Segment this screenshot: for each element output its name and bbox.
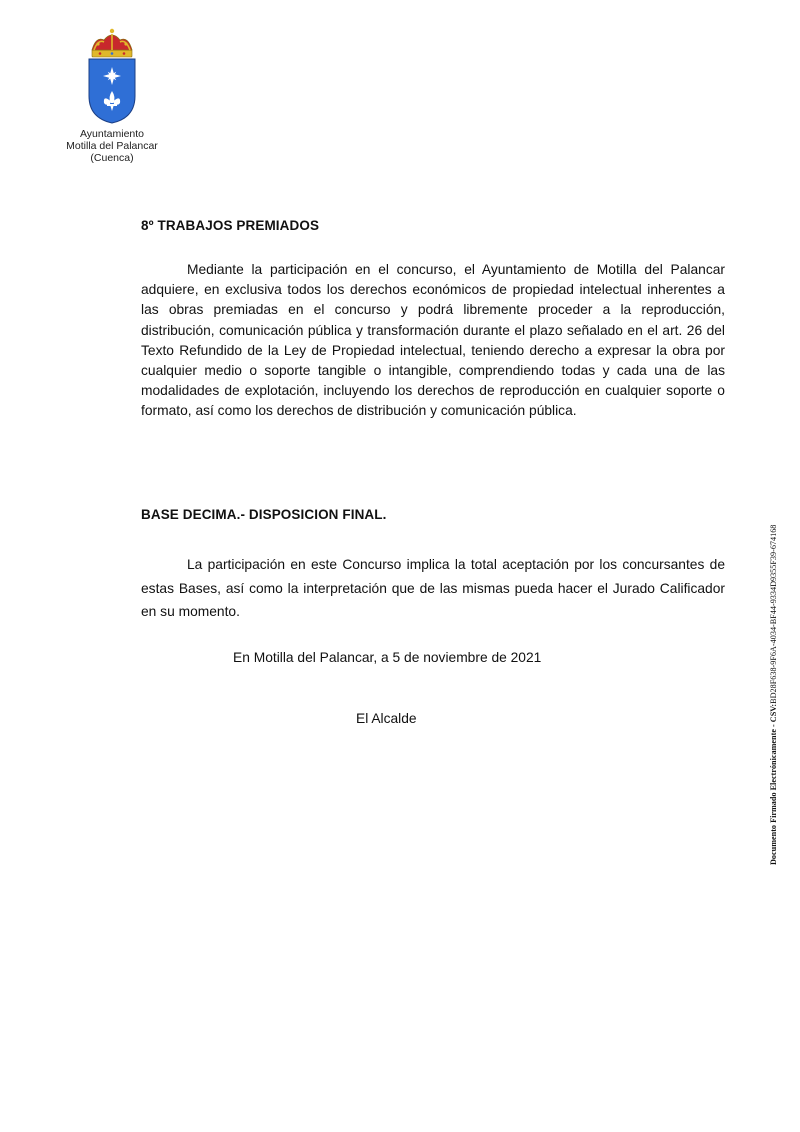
signatory-title: El Alcalde: [356, 711, 417, 726]
org-name-line1: Ayuntamiento: [79, 128, 144, 140]
org-region: (Cuenca): [90, 152, 134, 164]
letterhead: [52, 26, 172, 164]
electronic-signature-note: [769, 465, 778, 865]
section-heading-disposicion-final: BASE DECIMA.- DISPOSICION FINAL.: [141, 507, 387, 522]
section-heading-trabajos-premiados: 8º TRABAJOS PREMIADOS: [141, 218, 320, 233]
coat-of-arms-icon: [80, 26, 144, 126]
csv-code: BD28F638-9F6A-4034-BF44-9334D9355F39-674168: [769, 524, 778, 704]
section-paragraph-trabajos-premiados: Mediante la participación en el concurso, el Ayuntamiento de Motilla del Palancar adquiere, en exclusiva todos los derechos económicos de propiedad intelectual inherentes a las obras premiadas en el concurso y podrá libremente proceder a la reproducción, distribución, comunicación pública y transformación durante el plazo señalado en el art. 26 del Texto Refundido de la Ley de Propiedad intelectual, teniendo derecho a expresar la obra por cualquier medio o soporte tangible o intangible, comprendiendo todas y cada una de las modalidades de explotación, incluyendo los derechos de reproducción en cualquier soporte o formato, así como los derechos de distribución y comunicación pública.: [141, 262, 725, 419]
section-paragraph-disposicion-final: La participación en este Concurso implica la total aceptación por los concursantes de estas Bases, así como la interpretación que de las mismas pueda hacer el Jurado Calificador en su momento.: [141, 557, 725, 619]
org-name-line2: Motilla del Palancar: [66, 140, 158, 152]
electronic-signature-label: Documento Firmado Electrónicamente - CSV:: [769, 703, 778, 865]
place-date-line: En Motilla del Palancar, a 5 de noviembre de 2021: [233, 650, 542, 665]
